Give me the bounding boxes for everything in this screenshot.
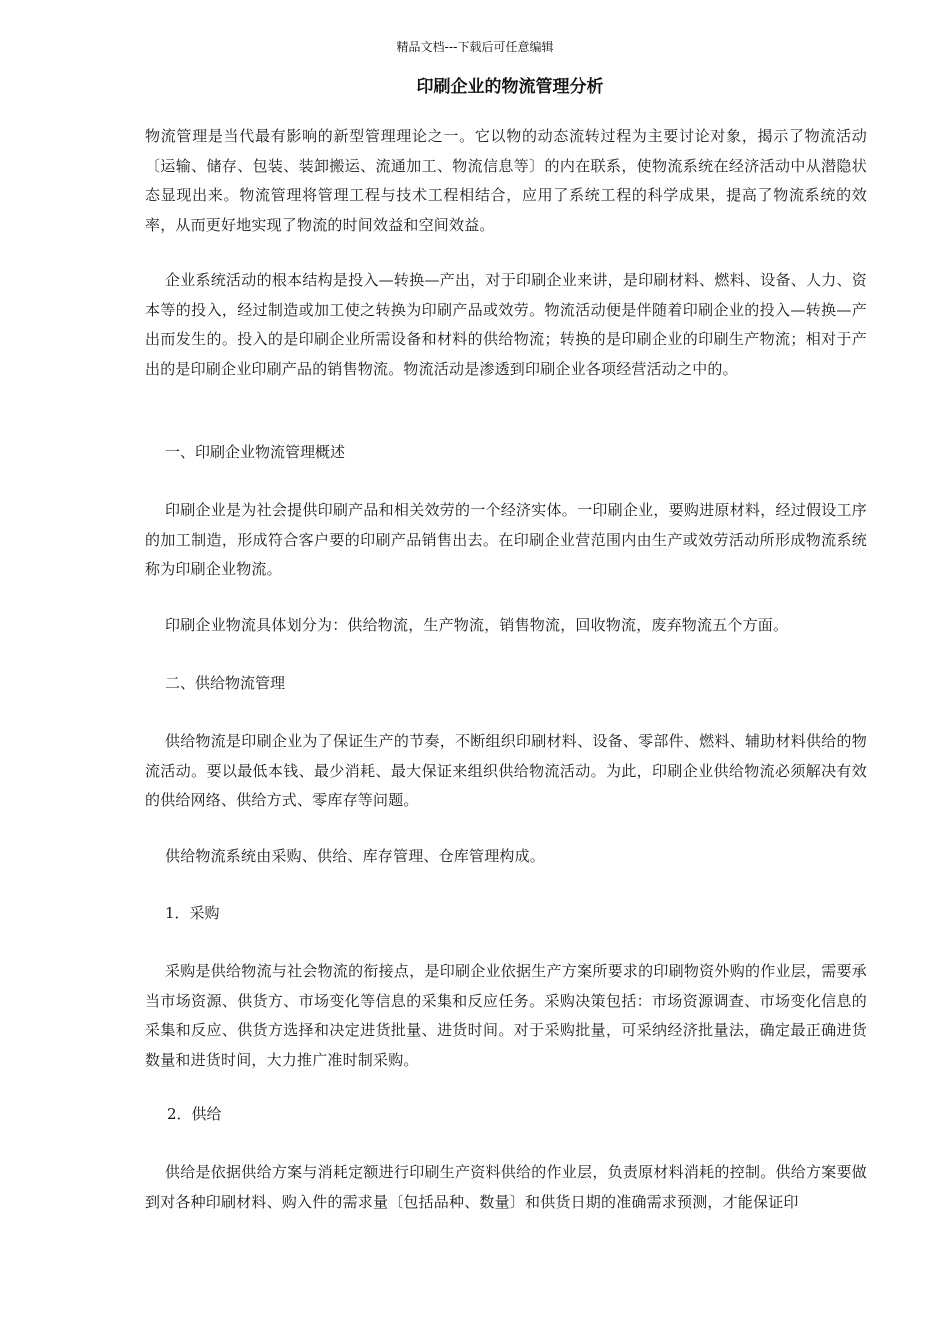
paragraph-supply-logistics: 供给物流是印刷企业为了保证生产的节奏，不断组织印刷材料、设备、零部件、燃料、辅助材料供给的物流活动。要以最低本钱、最少消耗、最大保证来组织供给物流活动。为此，印刷企业供给物流必须解决有效的供给网络、供给方式、零库存等问题。 <box>145 732 867 809</box>
header-note: 精品文档---下载后可任意编辑 <box>396 40 554 54</box>
paragraph-system-structure: 企业系统活动的根本结构是投入—转换—产出，对于印刷企业来讲，是印刷材料、燃料、设备、人力、资本等的投入，经过制造或加工使之转换为印刷产品或效劳。物流活动便是伴随着印刷企业的投入—转换—产出而发生的。投入的是印刷企业所需设备和材料的供给物流；转换的是印刷企业的印刷生产物流；相对于产出的是印刷企业印刷产品的销售物流。物流活动是渗透到印刷企业各项经营活动之中的。 <box>145 271 867 378</box>
paragraph-intro: 物流管理是当代最有影响的新型管理理论之一。它以物的动态流转过程为主要讨论对象，揭示了物流活动〔运输、储存、包装、装卸搬运、流通加工、物流信息等〕的内在联系，使物流系统在经济活动中从潜隐状态显现出来。物流管理将管理工程与技术工程相结合，应用了系统工程的科学成果，提高了物流系统的效率，从而更好地实现了物流的时间效益和空间效益。 <box>145 127 867 234</box>
paragraph-supply: 供给是依据供给方案与消耗定额进行印刷生产资料供给的作业层，负责原材料消耗的控制。供给方案要做到对各种印刷材料、购入件的需求量〔包括品种、数量〕和供货日期的准确需求预测，才能保证印 <box>145 1163 867 1211</box>
section-heading-1: 一、印刷企业物流管理概述 <box>165 443 346 461</box>
document-title: 印刷企业的物流管理分析 <box>416 77 604 97</box>
subheading-supply: 2．供给 <box>167 1105 222 1123</box>
subheading-purchasing: 1．采购 <box>165 904 220 922</box>
section-heading-2: 二、供给物流管理 <box>165 674 286 692</box>
paragraph-supply-system: 供给物流系统由采购、供给、库存管理、仓库管理构成。 <box>165 847 546 865</box>
paragraph-purchasing: 采购是供给物流与社会物流的衔接点，是印刷企业依据生产方案所要求的印刷物资外购的作业层，需要承当市场资源、供货方、市场变化等信息的采集和反应任务。采购决策包括：市场资源调查、市场变化信息的采集和反应、供货方选择和决定进货批量、进货时间。对于采购批量，可采纳经济批量法，确定最正确进货数量和进货时间，大力推广准时制采购。 <box>145 962 867 1069</box>
paragraph-logistics-types: 印刷企业物流具体划分为：供给物流，生产物流，销售物流，回收物流，废弃物流五个方面。 <box>165 616 789 634</box>
paragraph-overview: 印刷企业是为社会提供印刷产品和相关效劳的一个经济实体。一印刷企业，要购进原材料，经过假设工序的加工制造，形成符合客户要的印刷产品销售出去。在印刷企业营范围内由生产或效劳活动所形成物流系统称为印刷企业物流。 <box>145 501 867 578</box>
